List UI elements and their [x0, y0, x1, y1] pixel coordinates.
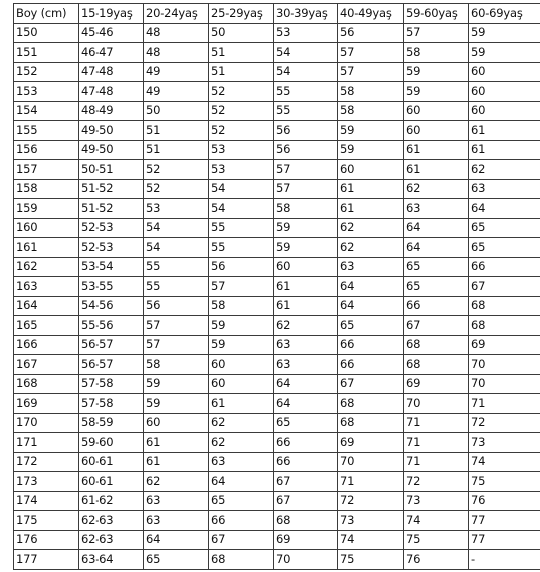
weight-cell: 68 — [338, 413, 404, 433]
weight-cell: 63 — [274, 335, 338, 355]
weight-cell: 57-58 — [79, 394, 144, 414]
weight-cell: 61 — [274, 277, 338, 297]
height-cell: 165 — [14, 316, 79, 336]
weight-cell: 69 — [404, 374, 469, 394]
weight-cell: 67 — [209, 530, 274, 550]
weight-cell: 74 — [469, 452, 540, 472]
weight-cell: 59 — [274, 218, 338, 238]
weight-cell: 60 — [144, 413, 209, 433]
weight-cell: 68 — [404, 355, 469, 375]
weight-cell: 61 — [404, 140, 469, 160]
table-header-row — [14, 4, 540, 24]
weight-cell: 69 — [469, 335, 540, 355]
weight-cell: 61 — [338, 179, 404, 199]
weight-cell: 62 — [144, 472, 209, 492]
weight-cell: 60 — [404, 101, 469, 121]
weight-cell: 65 — [469, 238, 540, 258]
weight-cell: 59 — [469, 43, 540, 63]
table-row — [14, 238, 540, 258]
height-cell: 173 — [14, 472, 79, 492]
weight-cell: 60-61 — [79, 452, 144, 472]
height-cell: 176 — [14, 530, 79, 550]
table-row — [14, 101, 540, 121]
table-row — [14, 394, 540, 414]
weight-cell: 55 — [209, 238, 274, 258]
weight-cell: 64 — [274, 374, 338, 394]
height-cell: 156 — [14, 140, 79, 160]
weight-cell: 63 — [404, 199, 469, 219]
table-row — [14, 316, 540, 336]
weight-cell: 62-63 — [79, 530, 144, 550]
height-cell: 167 — [14, 355, 79, 375]
weight-cell: 60 — [209, 355, 274, 375]
height-cell: 160 — [14, 218, 79, 238]
height-cell: 166 — [14, 335, 79, 355]
weight-cell: 77 — [469, 511, 540, 531]
table-row — [14, 43, 540, 63]
weight-cell: 46-47 — [79, 43, 144, 63]
weight-cell: 60 — [469, 82, 540, 102]
table-row — [14, 218, 540, 238]
weight-cell: 63 — [274, 355, 338, 375]
weight-cell: 60 — [209, 374, 274, 394]
height-cell: 158 — [14, 179, 79, 199]
weight-chart-container — [13, 3, 540, 570]
weight-cell: 50-51 — [79, 160, 144, 180]
column-header: 59-60yaş — [404, 4, 469, 24]
weight-cell: 61 — [469, 121, 540, 141]
weight-cell: 76 — [404, 550, 469, 570]
weight-cell: 62 — [404, 179, 469, 199]
weight-cell: 54 — [209, 179, 274, 199]
weight-cell: 49-50 — [79, 140, 144, 160]
table-body — [14, 23, 540, 569]
weight-cell: 54-56 — [79, 296, 144, 316]
weight-cell: 59-60 — [79, 433, 144, 453]
weight-cell: 49-50 — [79, 121, 144, 141]
weight-cell: 60-61 — [79, 472, 144, 492]
height-cell: 151 — [14, 43, 79, 63]
weight-cell: 72 — [338, 491, 404, 511]
weight-cell: 61-62 — [79, 491, 144, 511]
weight-cell: 64 — [338, 296, 404, 316]
column-header: 20-24yaş — [144, 4, 209, 24]
weight-cell: 77 — [469, 530, 540, 550]
weight-cell: 64 — [209, 472, 274, 492]
weight-cell: 52 — [144, 160, 209, 180]
weight-cell: - — [469, 550, 540, 570]
weight-cell: 65 — [338, 316, 404, 336]
table-row — [14, 179, 540, 199]
table-row — [14, 511, 540, 531]
height-cell: 154 — [14, 101, 79, 121]
column-header: 30-39yaş — [274, 4, 338, 24]
weight-cell: 58 — [404, 43, 469, 63]
weight-cell: 52-53 — [79, 238, 144, 258]
height-cell: 172 — [14, 452, 79, 472]
height-cell: 162 — [14, 257, 79, 277]
weight-cell: 66 — [338, 355, 404, 375]
weight-cell: 51-52 — [79, 199, 144, 219]
table-row — [14, 160, 540, 180]
weight-cell: 59 — [209, 335, 274, 355]
weight-cell: 71 — [404, 433, 469, 453]
height-cell: 152 — [14, 62, 79, 82]
weight-cell: 68 — [469, 296, 540, 316]
weight-cell: 57 — [144, 316, 209, 336]
weight-cell: 54 — [144, 238, 209, 258]
weight-cell: 51 — [209, 43, 274, 63]
weight-cell: 59 — [469, 23, 540, 43]
weight-cell: 62 — [338, 238, 404, 258]
weight-cell: 61 — [338, 199, 404, 219]
height-cell: 174 — [14, 491, 79, 511]
weight-cell: 61 — [274, 296, 338, 316]
weight-cell: 64 — [338, 277, 404, 297]
weight-cell: 66 — [338, 335, 404, 355]
weight-cell: 65 — [144, 550, 209, 570]
table-row — [14, 82, 540, 102]
table-row — [14, 62, 540, 82]
weight-cell: 61 — [144, 433, 209, 453]
weight-cell: 59 — [338, 140, 404, 160]
weight-cell: 56 — [144, 296, 209, 316]
table-row — [14, 355, 540, 375]
weight-cell: 60 — [469, 101, 540, 121]
height-cell: 159 — [14, 199, 79, 219]
weight-cell: 57 — [404, 23, 469, 43]
table-row — [14, 335, 540, 355]
weight-cell: 52 — [209, 101, 274, 121]
weight-cell: 70 — [274, 550, 338, 570]
table-row — [14, 121, 540, 141]
weight-cell: 70 — [469, 355, 540, 375]
weight-cell: 58 — [144, 355, 209, 375]
weight-cell: 56 — [274, 140, 338, 160]
weight-cell: 53 — [144, 199, 209, 219]
weight-cell: 54 — [144, 218, 209, 238]
weight-cell: 71 — [404, 413, 469, 433]
weight-cell: 71 — [469, 394, 540, 414]
weight-cell: 68 — [274, 511, 338, 531]
weight-cell: 59 — [274, 238, 338, 258]
table-row — [14, 296, 540, 316]
column-header: 40-49yaş — [338, 4, 404, 24]
table-row — [14, 530, 540, 550]
weight-cell: 69 — [338, 433, 404, 453]
weight-cell: 61 — [144, 452, 209, 472]
weight-cell: 62 — [209, 433, 274, 453]
weight-cell: 64 — [144, 530, 209, 550]
weight-cell: 62 — [209, 413, 274, 433]
weight-cell: 67 — [338, 374, 404, 394]
weight-cell: 58 — [274, 199, 338, 219]
weight-cell: 48-49 — [79, 101, 144, 121]
weight-cell: 59 — [144, 374, 209, 394]
weight-cell: 70 — [404, 394, 469, 414]
weight-cell: 75 — [338, 550, 404, 570]
weight-cell: 60 — [469, 62, 540, 82]
weight-cell: 57 — [274, 179, 338, 199]
weight-cell: 55 — [144, 257, 209, 277]
weight-cell: 52 — [209, 82, 274, 102]
table-row — [14, 472, 540, 492]
weight-cell: 66 — [274, 452, 338, 472]
weight-cell: 68 — [404, 335, 469, 355]
weight-cell: 64 — [469, 199, 540, 219]
weight-cell: 56 — [274, 121, 338, 141]
weight-cell: 58 — [209, 296, 274, 316]
weight-cell: 65 — [469, 218, 540, 238]
weight-cell: 68 — [338, 394, 404, 414]
weight-cell: 62 — [469, 160, 540, 180]
height-cell: 175 — [14, 511, 79, 531]
height-cell: 171 — [14, 433, 79, 453]
column-header: 15-19yaş — [79, 4, 144, 24]
weight-cell: 59 — [404, 82, 469, 102]
weight-cell: 65 — [209, 491, 274, 511]
weight-cell: 45-46 — [79, 23, 144, 43]
weight-cell: 51 — [144, 140, 209, 160]
height-cell: 153 — [14, 82, 79, 102]
column-header: 60-69yaş — [469, 4, 540, 24]
weight-cell: 69 — [274, 530, 338, 550]
table-row — [14, 413, 540, 433]
weight-cell: 68 — [209, 550, 274, 570]
weight-cell: 55-56 — [79, 316, 144, 336]
weight-cell: 49 — [144, 82, 209, 102]
weight-cell: 55 — [144, 277, 209, 297]
weight-cell: 51 — [144, 121, 209, 141]
weight-cell: 55 — [274, 101, 338, 121]
weight-cell: 68 — [469, 316, 540, 336]
weight-cell: 57 — [144, 335, 209, 355]
weight-cell: 63 — [209, 452, 274, 472]
weight-cell: 61 — [469, 140, 540, 160]
height-cell: 155 — [14, 121, 79, 141]
weight-cell: 63 — [338, 257, 404, 277]
weight-cell: 75 — [404, 530, 469, 550]
weight-cell: 65 — [404, 257, 469, 277]
table-row — [14, 140, 540, 160]
weight-cell: 60 — [338, 160, 404, 180]
table-row — [14, 277, 540, 297]
weight-cell: 67 — [274, 491, 338, 511]
weight-cell: 71 — [338, 472, 404, 492]
weight-cell: 62-63 — [79, 511, 144, 531]
weight-cell: 60 — [274, 257, 338, 277]
weight-cell: 64 — [404, 238, 469, 258]
weight-cell: 53 — [209, 140, 274, 160]
weight-cell: 57-58 — [79, 374, 144, 394]
weight-cell: 59 — [338, 121, 404, 141]
weight-cell: 61 — [209, 394, 274, 414]
table-row — [14, 23, 540, 43]
weight-cell: 57 — [274, 160, 338, 180]
weight-cell: 61 — [404, 160, 469, 180]
weight-cell: 60 — [404, 121, 469, 141]
weight-cell: 51 — [209, 62, 274, 82]
height-weight-table — [13, 3, 540, 570]
height-cell: 157 — [14, 160, 79, 180]
weight-cell: 66 — [274, 433, 338, 453]
weight-cell: 63 — [144, 511, 209, 531]
weight-cell: 74 — [338, 530, 404, 550]
weight-cell: 70 — [338, 452, 404, 472]
weight-cell: 49 — [144, 62, 209, 82]
weight-cell: 56-57 — [79, 355, 144, 375]
weight-cell: 63-64 — [79, 550, 144, 570]
weight-cell: 67 — [469, 277, 540, 297]
weight-cell: 74 — [404, 511, 469, 531]
weight-cell: 73 — [338, 511, 404, 531]
weight-cell: 53 — [209, 160, 274, 180]
table-row — [14, 433, 540, 453]
weight-cell: 59 — [144, 394, 209, 414]
weight-cell: 75 — [469, 472, 540, 492]
weight-cell: 53-55 — [79, 277, 144, 297]
table-row — [14, 374, 540, 394]
weight-cell: 52-53 — [79, 218, 144, 238]
height-cell: 168 — [14, 374, 79, 394]
height-cell: 150 — [14, 23, 79, 43]
weight-cell: 63 — [469, 179, 540, 199]
weight-cell: 55 — [209, 218, 274, 238]
weight-cell: 73 — [404, 491, 469, 511]
weight-cell: 53-54 — [79, 257, 144, 277]
table-row — [14, 199, 540, 219]
weight-cell: 70 — [469, 374, 540, 394]
table-row — [14, 257, 540, 277]
weight-cell: 57 — [338, 62, 404, 82]
weight-cell: 71 — [404, 452, 469, 472]
height-cell: 164 — [14, 296, 79, 316]
table-row — [14, 491, 540, 511]
weight-cell: 72 — [404, 472, 469, 492]
weight-cell: 54 — [274, 62, 338, 82]
table-row — [14, 550, 540, 570]
weight-cell: 57 — [209, 277, 274, 297]
weight-cell: 65 — [404, 277, 469, 297]
weight-cell: 58-59 — [79, 413, 144, 433]
table-row — [14, 452, 540, 472]
height-cell: 169 — [14, 394, 79, 414]
weight-cell: 64 — [274, 394, 338, 414]
height-cell: 161 — [14, 238, 79, 258]
weight-cell: 50 — [209, 23, 274, 43]
weight-cell: 66 — [209, 511, 274, 531]
weight-cell: 65 — [274, 413, 338, 433]
column-header: 25-29yaş — [209, 4, 274, 24]
weight-cell: 48 — [144, 23, 209, 43]
weight-cell: 62 — [274, 316, 338, 336]
weight-cell: 62 — [338, 218, 404, 238]
weight-cell: 51-52 — [79, 179, 144, 199]
height-cell: 163 — [14, 277, 79, 297]
weight-cell: 56-57 — [79, 335, 144, 355]
weight-cell: 66 — [404, 296, 469, 316]
weight-cell: 66 — [469, 257, 540, 277]
height-cell: 177 — [14, 550, 79, 570]
weight-cell: 57 — [338, 43, 404, 63]
weight-cell: 63 — [144, 491, 209, 511]
weight-cell: 76 — [469, 491, 540, 511]
weight-cell: 64 — [404, 218, 469, 238]
weight-cell: 56 — [209, 257, 274, 277]
weight-cell: 59 — [209, 316, 274, 336]
weight-cell: 73 — [469, 433, 540, 453]
weight-cell: 48 — [144, 43, 209, 63]
weight-cell: 72 — [469, 413, 540, 433]
weight-cell: 47-48 — [79, 82, 144, 102]
weight-cell: 56 — [338, 23, 404, 43]
weight-cell: 53 — [274, 23, 338, 43]
weight-cell: 54 — [274, 43, 338, 63]
weight-cell: 58 — [338, 101, 404, 121]
weight-cell: 55 — [274, 82, 338, 102]
weight-cell: 67 — [274, 472, 338, 492]
weight-cell: 58 — [338, 82, 404, 102]
weight-cell: 52 — [209, 121, 274, 141]
column-header: Boy (cm) — [14, 4, 79, 24]
weight-cell: 54 — [209, 199, 274, 219]
weight-cell: 59 — [404, 62, 469, 82]
weight-cell: 52 — [144, 179, 209, 199]
height-cell: 170 — [14, 413, 79, 433]
weight-cell: 50 — [144, 101, 209, 121]
weight-cell: 67 — [404, 316, 469, 336]
weight-cell: 47-48 — [79, 62, 144, 82]
